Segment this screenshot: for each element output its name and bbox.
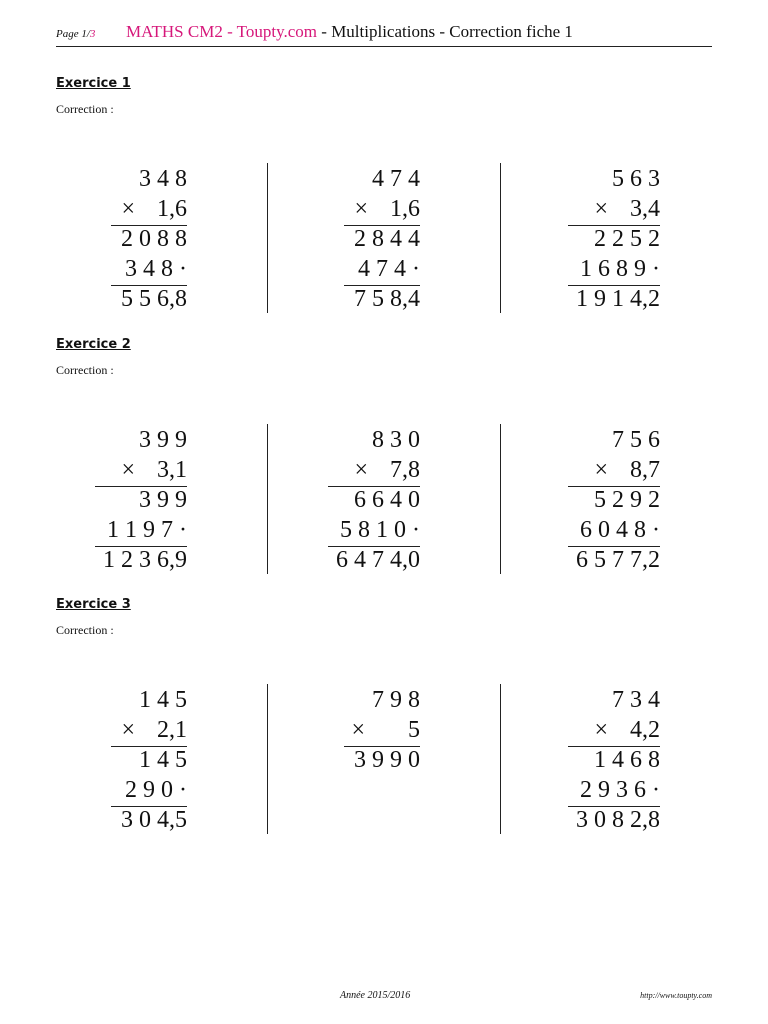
partial-product-1: 1 4 6 8 (594, 747, 660, 773)
partial-product-1: 3 9 9 0 (354, 747, 420, 773)
multiplication-operation (300, 685, 420, 845)
product-result: 5 5 6,8 (121, 286, 187, 312)
times-sign: × (121, 717, 135, 743)
exercise-title: Exercice 3 (56, 597, 131, 612)
multiplicand: 3 4 8 (139, 166, 187, 192)
partial-product-2: 1 6 8 9 · (580, 256, 660, 282)
footer-url: http://www.toupty.com (640, 991, 712, 1000)
product-result: 3 0 4,5 (121, 807, 187, 833)
column-divider (267, 163, 268, 313)
multiplication-operation (67, 164, 187, 324)
multiplication-operation (540, 425, 660, 585)
multiplier: 1,6 (390, 196, 420, 222)
multiplicand: 7 3 4 (612, 687, 660, 713)
partial-product-1: 2 0 8 8 (121, 226, 187, 252)
multiplier: 7,8 (390, 457, 420, 483)
product-result: 1 9 1 4,2 (576, 286, 660, 312)
multiplier: 3,4 (630, 196, 660, 222)
times-sign: × (594, 196, 608, 222)
partial-product-1: 5 2 9 2 (594, 487, 660, 513)
times-sign: × (121, 457, 135, 483)
multiplicand: 8 3 0 (372, 427, 420, 453)
multiplication-operation (300, 164, 420, 324)
partial-product-2: 2 9 0 · (125, 777, 187, 803)
correction-label: Correction : (56, 623, 114, 637)
multiplication-operation (300, 425, 420, 585)
multiplier: 8,7 (630, 457, 660, 483)
correction-label: Correction : (56, 363, 114, 377)
multiplication-operation (540, 164, 660, 324)
multiplier: 1,6 (157, 196, 187, 222)
partial-product-2: 6 0 4 8 · (580, 517, 660, 543)
partial-product-1: 3 9 9 (139, 487, 187, 513)
multiplicand: 3 9 9 (139, 427, 187, 453)
times-sign: × (594, 717, 608, 743)
product-result: 3 0 8 2,8 (576, 807, 660, 833)
partial-product-1: 2 2 5 2 (594, 226, 660, 252)
column-divider (267, 684, 268, 834)
page-number: Page 1/3 (56, 28, 96, 40)
multiplication-operation (540, 685, 660, 845)
multiplier: 3,1 (157, 457, 187, 483)
times-sign: × (351, 717, 365, 743)
times-sign: × (354, 457, 368, 483)
partial-product-1: 2 8 4 4 (354, 226, 420, 252)
product-result: 1 2 3 6,9 (103, 547, 187, 573)
multiplicand: 4 7 4 (372, 166, 420, 192)
page-header (56, 22, 712, 47)
multiplicand: 7 5 6 (612, 427, 660, 453)
worksheet-subtitle: - Multiplications - Correction fiche 1 (317, 22, 573, 41)
times-sign: × (594, 457, 608, 483)
times-sign: × (354, 196, 368, 222)
multiplier: 5 (408, 717, 420, 743)
times-sign: × (121, 196, 135, 222)
partial-product-2: 1 1 9 7 · (107, 517, 187, 543)
multiplicand: 5 6 3 (612, 166, 660, 192)
product-result: 6 5 7 7,2 (576, 547, 660, 573)
multiplier: 2,1 (157, 717, 187, 743)
partial-product-2: 5 8 1 0 · (340, 517, 420, 543)
product-result: 7 5 8,4 (354, 286, 420, 312)
partial-product-2: 4 7 4 · (358, 256, 420, 282)
multiplication-operation (67, 425, 187, 585)
footer-year: Année 2015/2016 (340, 990, 411, 1001)
partial-product-2: 3 4 8 · (125, 256, 187, 282)
column-divider (500, 163, 501, 313)
multiplicand: 1 4 5 (139, 687, 187, 713)
column-divider (500, 684, 501, 834)
product-result: 6 4 7 4,0 (336, 547, 420, 573)
brand-title: MATHS CM2 - Toupty.com (126, 22, 318, 41)
exercise-title: Exercice 1 (56, 76, 131, 91)
multiplier: 4,2 (630, 717, 660, 743)
column-divider (500, 424, 501, 574)
partial-product-1: 1 4 5 (139, 747, 187, 773)
multiplication-operation (67, 685, 187, 845)
partial-product-2: 2 9 3 6 · (580, 777, 660, 803)
page-title (126, 22, 573, 42)
multiplicand: 7 9 8 (372, 687, 420, 713)
exercise-title: Exercice 2 (56, 337, 131, 352)
correction-label: Correction : (56, 102, 114, 116)
column-divider (267, 424, 268, 574)
partial-product-1: 6 6 4 0 (354, 487, 420, 513)
